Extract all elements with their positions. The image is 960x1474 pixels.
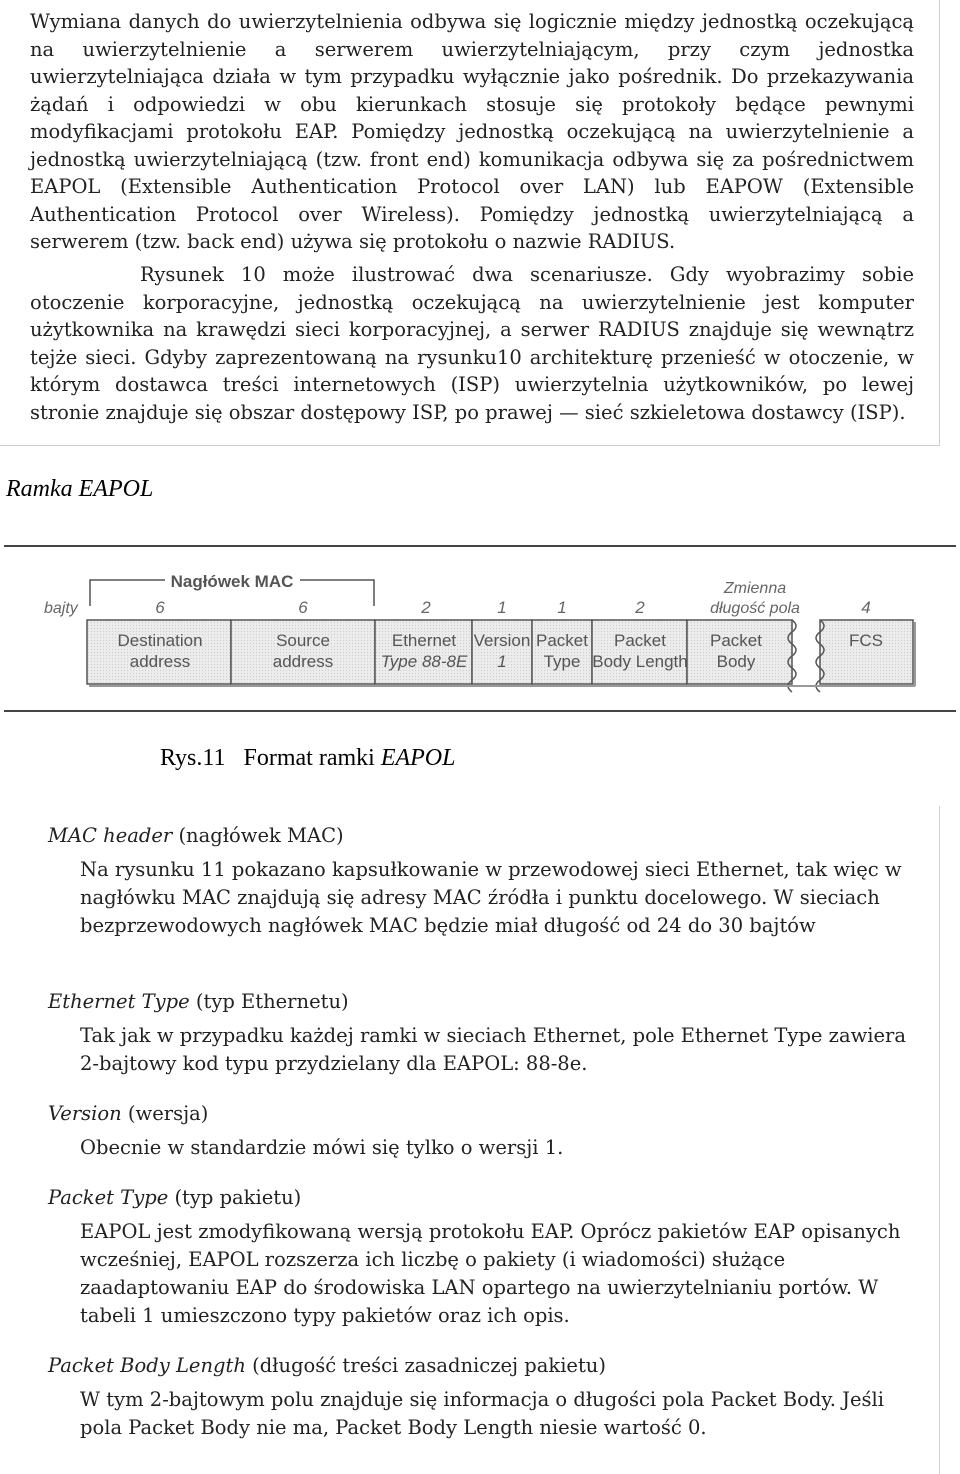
section-heading: Ramka EAPOL (6, 476, 154, 502)
term-gloss: (wersja) (127, 1102, 209, 1125)
definition-text-mac-header: Na rysunku 11 pokazano kapsułkowanie w przewodowej sieci Ethernet, tak więc w nagłówku MAC znajdują się adresy MAC źródła i punktu docelowego. W sieciach bezprzewodowych nagłówek MAC będzie miał długość od 24 do 30 bajtów (80, 858, 902, 937)
header-group-label: Nagłówek MAC (170, 572, 294, 591)
field-fcs (820, 620, 913, 684)
definition-term-ethernet-type (48, 990, 349, 1013)
intro-paragraph-2: Rysunek 10 może ilustrować dwa scenariusze. Gdy wyobrazimy sobie otoczenie korporacyjne, jednostką oczekującą na uwierzytelnienie jest komputer użytkownika na krawędzi sieci korporacyjnej, a serwer RADIUS znajduje się wewnątrz tejże sieci. Gdyby zaprezentowaną na rysunku10 architekturę przenieść w otoczenie, w którym dostawca treści internetowych (ISP) uwierzytelnia użytkowników, po lewej stronie znajduje się obszar dostępowy ISP, po prawej — sieć szkieletowa dostawcy (ISP). (30, 263, 914, 424)
term-gloss: (typ pakietu) (174, 1186, 302, 1209)
term-name: Ethernet Type (48, 990, 190, 1013)
byte-count: 6 (155, 598, 165, 617)
variable-length-label-2: długość pola (710, 600, 800, 617)
field-label: Packet (614, 631, 666, 650)
bytes-label: bajty (44, 600, 78, 617)
term-name: Packet Body Length (48, 1354, 246, 1377)
byte-count: 2 (421, 598, 431, 617)
definition-text-packet-body-length: W tym 2-bajtowym polu znajduje się informacja o długości pola Packet Body. Jeśli pola Packet Body nie ma, Packet Body Length niesie wartość 0. (80, 1388, 884, 1439)
caption-italic: EAPOL (380, 745, 456, 771)
variable-length-label-1: Zmienna (723, 580, 787, 597)
term-gloss: (typ Ethernetu) (195, 990, 349, 1013)
byte-count: 1 (497, 598, 507, 617)
field-label: FCS (849, 631, 883, 650)
field-label: Source (276, 631, 330, 650)
term-name: Version (48, 1102, 122, 1125)
field-label: 1 (497, 652, 507, 671)
field-label: Ethernet (391, 631, 457, 650)
intro-scan-block (0, 0, 940, 446)
byte-count: 2 (635, 598, 645, 617)
definition-text-ethernet-type: Tak jak w przypadku każdej ramki w sieciach Ethernet, pole Ethernet Type zawiera 2-bajtowy kod typu przydzielany dla EAPOL: 88-8e. (80, 1024, 906, 1075)
field-label: Body Length (592, 652, 688, 671)
definition-term-packet-body-length (48, 1354, 606, 1377)
field-label: Type (543, 652, 581, 671)
field-label: Version (473, 631, 531, 650)
term-name: Packet Type (48, 1186, 169, 1209)
definitions-block (0, 806, 940, 1474)
eapol-frame-diagram (0, 540, 960, 715)
caption-prefix: Rys.11 (160, 745, 226, 771)
term-gloss: (nagłówek MAC) (178, 824, 344, 847)
definition-text-packet-type: EAPOL jest zmodyfikowaną wersją protokołu EAP. Oprócz pakietów EAP opisanych wcześniej, EAPOL rozszerza ich liczbę o pakiety (i wiadomości) służące zaadaptowaniu EAP do środowiska LAN opartego na uwierzytelnianiu portów. W tabeli 1 umieszczono typy pakietów oraz ich opis. (80, 1220, 901, 1327)
byte-count: 4 (861, 598, 871, 617)
field-label: Body (716, 652, 756, 671)
eapol-frame-figure (0, 540, 960, 715)
definition-term-packet-type (48, 1186, 301, 1209)
header-bracket-right (300, 580, 374, 606)
field-label: address (129, 652, 191, 671)
byte-count: 6 (298, 598, 308, 617)
term-gloss: (długość treści zasadniczej pakietu) (252, 1354, 606, 1377)
header-bracket-left (90, 580, 165, 606)
field-label: Packet (536, 631, 588, 650)
field-label: Type 88-8E (380, 652, 468, 671)
field-label: Packet (710, 631, 762, 650)
field-label: Destination (117, 631, 203, 650)
definition-term-version (48, 1102, 208, 1125)
caption-text: Format ramki (243, 745, 375, 771)
intro-paragraph-1: Wymiana danych do uwierzytelnienia odbywa się logicznie między jednostką oczekującą na uwierzytelnienie a serwerem uwierzytelniającym, przy czym jednostka uwierzytelniająca działa w tym przypadku wyłącznie jako pośrednik. Do przekazywania żądań i odpowiedzi w obu kierunkach stosuje się protokoły będące pewnymi modyfikacjami protokołu EAP. Pomiędzy jednostką oczekującą na uwierzytelnienie a jednostką uwierzytelniającą (tzw. front end) komunikacja odbywa się za pośrednictwem EAPOL (Extensible Authentication Protocol over LAN) lub EAPOW (Extensible Authentication Protocol over Wireless). Pomiędzy jednostką uwierzytelniającą a serwerem (tzw. back end) używa się protokołu o nazwie RADIUS. (30, 10, 914, 253)
definition-text-version: Obecnie w standardzie mówi się tylko o wersji 1. (80, 1136, 564, 1159)
definition-term-mac-header (48, 824, 344, 847)
figure-caption (160, 745, 455, 772)
field-label: address (272, 652, 334, 671)
term-name: MAC header (48, 824, 173, 847)
byte-count: 1 (557, 598, 567, 617)
